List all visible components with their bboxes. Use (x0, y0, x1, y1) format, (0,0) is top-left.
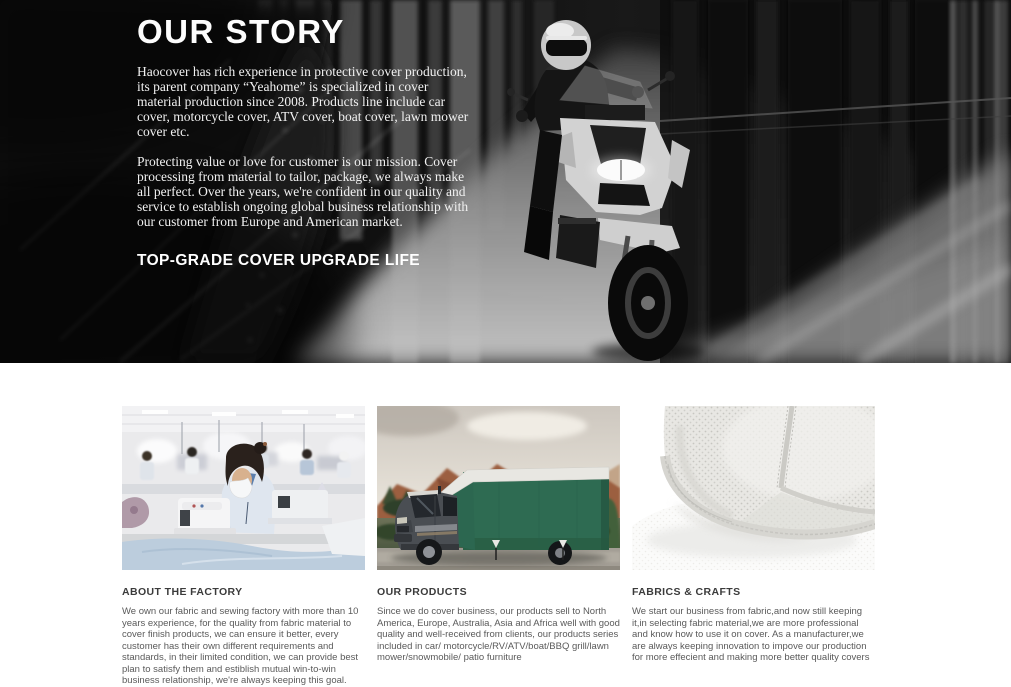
hero-paragraph-1: Haocover has rich experience in protective cover production, its parent company “Yeahome” is specialized in cover material production since 2008. Products line include car cover, motorcycle cover, ATV cover, boat cover, lawn mower cover etc. (137, 64, 469, 140)
sewing-factory-photo (122, 406, 365, 570)
about-factory-heading: ABOUT THE FACTORY (122, 586, 243, 598)
column-about-factory (122, 406, 365, 687)
column-fabrics-crafts (632, 406, 875, 687)
page-title: OUR STORY (137, 13, 345, 50)
fabrics-crafts-text: We start our business from fabric,and now still keeping it,in selecting fabric material,we are more professional and know how to use it on cover. As a manufacturer,we are always keeping innovation to impove our production for more effecient and making more better quality covers (632, 606, 870, 663)
hero-text-block (137, 14, 469, 270)
cover-fabric-photo (632, 406, 875, 570)
our-products-text: Since we do cover business, our products sell to North America, Europe, Australia, Asia and Africa well with good quality and well-received from clients, our products series included in car/ motorcycle/RV/ATV/boat/BBQ grill/lawn mower/snowmobile/ patio furniture (377, 606, 620, 663)
about-factory-text: We own our fabric and sewing factory with more than 10 years experience, for the quality from fabric material to cover finish products, we can ensure it better, every customer has their own different requirements and standards, in their limited condition, we can provide best plan to satisfy them and estiblish mutual win-to-win business relationship, we're always keeping this goal. (122, 606, 359, 686)
column-our-products (377, 406, 620, 687)
info-columns (122, 406, 875, 687)
hero-paragraph-2: Protecting value or love for customer is our mission. Cover processing from material to tailor, package, we always make all perfect. Over the years, we're confident in our quality and service to establish ongoing global business relationship with our customer from Europe and American market. (137, 154, 469, 230)
fabrics-crafts-heading: FABRICS & CRAFTS (632, 586, 741, 598)
our-products-heading: OUR PRODUCTS (377, 586, 467, 598)
covered-van-photo (377, 406, 620, 570)
hero-tagline: TOP-GRADE COVER UPGRADE LIFE (137, 252, 421, 270)
